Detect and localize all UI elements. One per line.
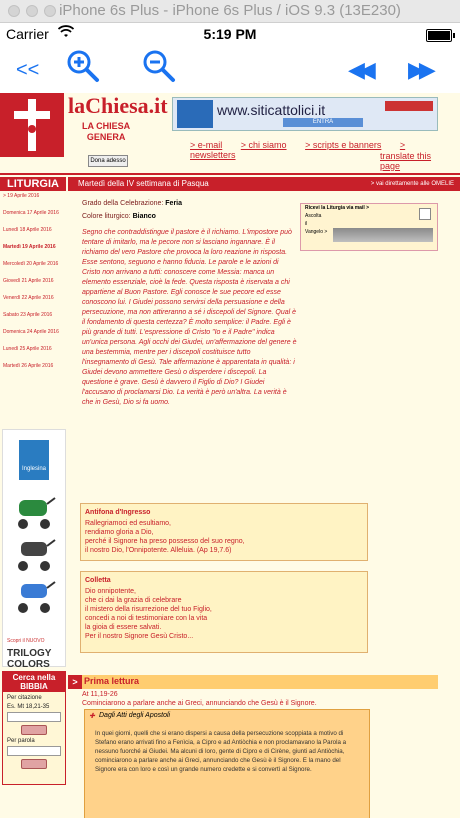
listen-label: Ascolta [305,213,322,219]
stroller-icon [9,538,59,572]
zoom-in-icon[interactable] [66,49,100,83]
liturgical-color [82,212,298,222]
ad-brand: Inglesina [19,440,49,480]
donate-button[interactable]: Dona adesso [88,155,128,167]
siticattolici-banner[interactable] [172,97,438,131]
liturgy-content [82,199,298,408]
antiphon-line: perché il Signore ha preso possesso del suo regno, [85,538,245,545]
collect-line: concedi a noi di testimoniare con la vita [85,615,208,622]
carrier-label: Carrier [6,26,49,42]
mail-widget-title[interactable]: Ricevi la Liturgia via mail > [305,205,370,211]
mail-widget[interactable] [300,203,438,251]
collect-line: Per il nostro Signore Gesù Cristo... [85,633,194,640]
ad-product: TRILOGY COLORS [7,648,52,670]
collect-line: la gioia di essere salvati. [85,624,162,631]
date-nav-item[interactable]: Lunedì 18 Aprile 2016 [3,227,52,233]
first-reading-box [84,709,370,818]
grade-value: Feria [165,200,183,207]
inglesina-ad[interactable] [2,429,66,670]
site-brand[interactable]: laChiesa.it [68,93,168,118]
antiphon-title: Antifona d'Ingresso [85,509,151,516]
cross-logo-icon [14,99,50,151]
celebration-grade [82,199,298,209]
antiphon-box [80,503,368,561]
gospel-link[interactable]: Vangelo > [305,229,328,235]
cite-search-button[interactable] [21,725,47,735]
banner-enter-button[interactable]: ENTRA [283,118,363,127]
day-title: Martedì della IV settimana di Pasqua [78,179,209,188]
date-nav-item-selected[interactable]: Martedì 19 Aprile 2016 [3,244,56,250]
banner-text: www.siticattolici.it [217,102,326,118]
listen-label-2: il [305,221,308,227]
cite-label: Per citazione [7,695,42,701]
battery-fill [428,31,450,40]
nav-newsletters-link[interactable]: > newsletters [190,140,406,160]
date-nav-item[interactable]: Mercoledì 20 Aprile 2016 [3,261,59,267]
app-toolbar [0,45,460,93]
date-nav [0,191,66,382]
header-rule [0,173,460,175]
collect-title: Colletta [85,577,111,584]
word-label: Per parola [7,738,35,744]
color-label: Colore liturgico: [82,213,131,220]
rewind-button[interactable]: ◀◀ [348,57,370,82]
first-reading-header [68,675,438,689]
banner-badge [385,101,433,111]
ad-tagline: Scopri il NUOVO [7,638,45,644]
date-nav-item[interactable]: Domenica 17 Aprile 2016 [3,210,59,216]
cite-example: Es. Mt 18,21-35 [7,704,50,710]
stroller-icon [9,496,59,530]
collect-line: il mistero della risurrezione del tuo Figlio, [85,606,212,613]
collect-box [80,571,368,653]
cite-input[interactable] [7,712,61,722]
first-reading-title: Prima lettura [84,676,140,686]
bible-search-title: Cerca nella BIBBIA [3,672,65,692]
audio-player[interactable] [333,228,433,242]
zoom-out-icon[interactable] [142,49,176,83]
date-nav-item[interactable]: > 19 Aprile 2016 [3,193,40,199]
date-nav-item[interactable]: Domenica 24 Aprile 2016 [3,329,59,335]
first-reading-ref-block [82,690,452,708]
collect-line: Dio onnipotente, [85,588,136,595]
first-reading-intro: Cominciarono a parlare anche ai Greci, annunciando che Gesù è il Signore. [82,700,317,707]
date-nav-item[interactable]: Martedì 26 Aprile 2016 [3,363,54,369]
translate-link[interactable]: translate this page [380,151,432,171]
web-page[interactable] [0,93,460,818]
first-reading-body: In quei giorni, quelli che si erano dispersi a causa della persecuzione scoppiata a motivo di Stefano erano arrivati fino a Fenìcia, a Cipro e ad Antiòchia e non proclamavano la Parola a nessuno fuorché ai Giudei. Ma alcuni di loro, gente di Cipro e di Cirène, giunti ad Antiòchia, cominciarono a parlare anche ai Greci, annunciando che Gesù è il Signore. E la mano del Signore era con loro e così un grande numero credette e si convertì al Signore. [95,730,347,773]
antiphon-line: il nostro Dio, l'Onnipotente. Alleluia. (Ap 19,7.6) [85,547,232,554]
liturgia-tab[interactable]: LITURGIA [0,177,66,191]
site-logo[interactable] [0,93,64,157]
date-nav-item[interactable]: Sabato 23 Aprile 2016 [3,312,53,318]
translate-link-wrap [380,151,460,171]
bible-search-box [2,671,66,785]
nav-scripts-link[interactable]: > scripts e banners [305,140,382,150]
date-sidebar [0,191,66,382]
date-nav-item[interactable]: Venerdì 22 Aprile 2016 [3,295,54,301]
back-button[interactable]: << [16,59,40,81]
stroller-icon [9,580,59,614]
color-value: Bianco [132,213,156,220]
word-input[interactable] [7,746,61,756]
date-nav-item[interactable]: Lunedì 25 Aprile 2016 [3,346,52,352]
first-reading-ref[interactable]: At 11,19-26 [82,691,118,698]
commentary-text: Segno che contraddistingue il pastore è il richiamo. L'impostore può tentare di imitarlo, ma le pecore non si lasciano ingannare. È il richiamo del vero Pastore che provoca la loro reazione in risposta. Esse sentono, seguono e hanno fiducia. Le parole e le azioni di Cristo non arrivano a tutti: conoscere come Messia: manca un elemento essenziale, cioè la fede. Questa risposta è riservata a chi appartiene al Buon Pastore. Egli conosce le sue pecore ed esse conoscono lui. I Giudei possono servirsi della persuasione e della persecuzione, ma non attireranno a sé i discepoli del Signore. Qual è il fondamento di questa certezza? È molto semplice: il Padre. Egli è più grande di tutti. L'espressione di Cristo "Io e il Padre" indica un'unica persona. Agli occhi dei Giudei, un'affermazione del genere è una bestemmia, mentre per i discepoli costituisce tutto l'insegnamento di Gesù. Tale affermazione è apparentata in qualità: i Giudei devono ammettere Gesù o disperdere i discepoli. La questione è grave. Gesù è davvero il Figlio di Dio? I Giudei l'accusano di proclamarsi Dio. La verità è però un'altra. La verità è che in Gesù, Dio si fa uomo. [82,229,297,406]
simulator-title: iPhone 6s Plus - iPhone 6s Plus / iOS 9.3 (13E230) [59,2,401,19]
word-search-button[interactable] [21,759,47,769]
antiphon-line: Rallegriamoci ed esultiamo, [85,520,171,527]
collect-line: che ci dai la grazia di celebrare [85,597,182,604]
clock: 5:19 PM [203,26,257,42]
battery-icon [426,29,452,42]
mail-widget-checkbox[interactable] [419,208,431,220]
nav-chi-siamo-link[interactable]: > chi siamo [240,140,287,150]
simulator-title-bar [0,0,460,23]
date-nav-item[interactable]: Giovedì 21 Aprile 2016 [3,278,54,284]
brand-tagline: LA CHIESA GENERA [82,121,131,142]
omelie-link[interactable]: > vai direttamente alle OMELIE [370,181,454,187]
status-bar [0,23,460,45]
day-header [68,177,460,191]
forward-button[interactable]: ▶▶ [408,57,430,82]
antiphon-line: rendiamo gloria a Dio, [85,529,154,536]
first-reading-heading: ✚ Dagli Atti degli Apostoli [85,710,369,721]
nav-email-link[interactable]: > e-mail [190,140,223,150]
banner-flag-icon [177,100,213,128]
grade-label: Grado della Celebrazione: [82,200,164,207]
chevron-right-icon: > [68,675,82,689]
